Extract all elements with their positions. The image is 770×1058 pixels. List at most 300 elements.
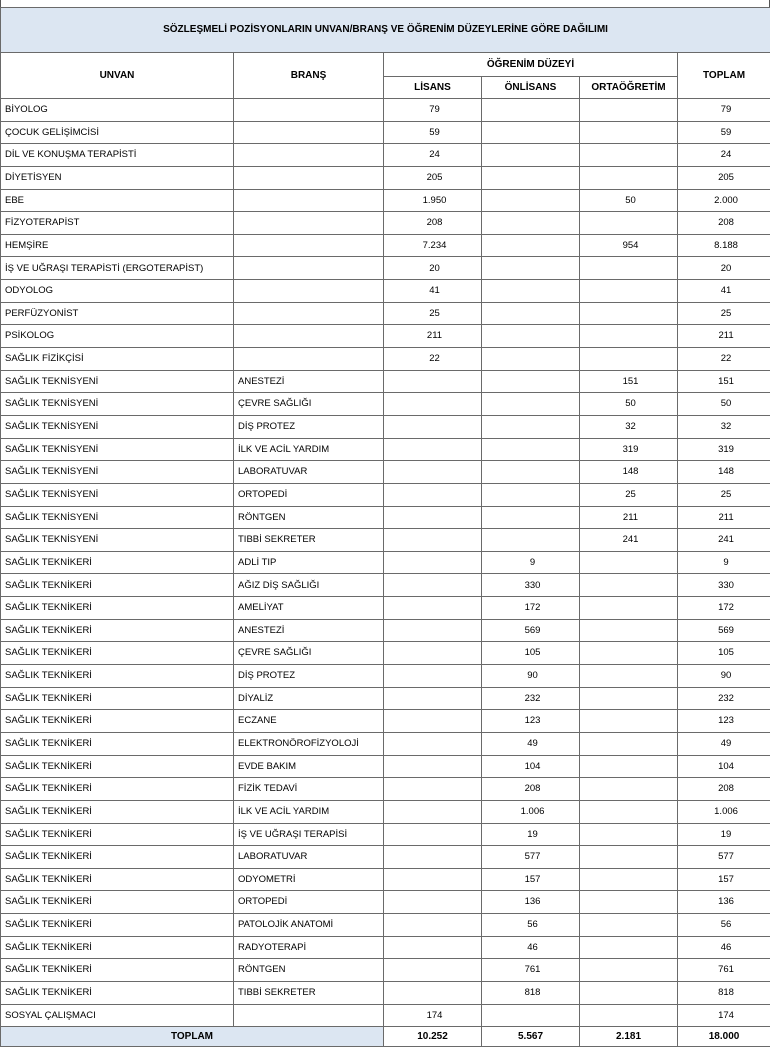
cell-lisans: [384, 891, 482, 914]
cell-lisans: [384, 936, 482, 959]
header-ortaogretim: ORTAÖĞRETİM: [580, 77, 678, 99]
cell-toplam: 577: [678, 846, 770, 869]
cell-unvan: SAĞLIK TEKNİKERİ: [1, 936, 234, 959]
cell-toplam: 8.188: [678, 234, 770, 257]
cell-toplam: 22: [678, 348, 770, 371]
cell-lisans: [384, 778, 482, 801]
cell-unvan: HEMŞİRE: [1, 234, 234, 257]
cell-ortaogretim: [580, 1004, 678, 1027]
table-row: [1, 280, 770, 303]
cell-ortaogretim: 319: [580, 438, 678, 461]
header-brans: BRANŞ: [234, 53, 384, 99]
cell-ortaogretim: [580, 914, 678, 937]
cell-toplam: 818: [678, 981, 770, 1004]
header-unvan: UNVAN: [1, 53, 234, 99]
cell-lisans: [384, 415, 482, 438]
cell-unvan: SAĞLIK TEKNİKERİ: [1, 551, 234, 574]
cell-onlisans: [482, 438, 580, 461]
cell-ortaogretim: [580, 166, 678, 189]
cell-lisans: 174: [384, 1004, 482, 1027]
cell-unvan: SOSYAL ÇALIŞMACI: [1, 1004, 234, 1027]
table-row: [1, 121, 770, 144]
cell-brans: [234, 280, 384, 303]
table-row: [1, 642, 770, 665]
cell-unvan: SAĞLIK TEKNİKERİ: [1, 981, 234, 1004]
cell-ortaogretim: [580, 302, 678, 325]
cell-onlisans: 49: [482, 732, 580, 755]
cell-lisans: [384, 914, 482, 937]
table-row: [1, 529, 770, 552]
cell-unvan: SAĞLIK TEKNİSYENİ: [1, 438, 234, 461]
cell-ortaogretim: [580, 981, 678, 1004]
cell-onlisans: [482, 348, 580, 371]
cell-unvan: SAĞLIK TEKNİKERİ: [1, 732, 234, 755]
cell-toplam: 208: [678, 778, 770, 801]
cell-ortaogretim: 148: [580, 461, 678, 484]
table-row: [1, 959, 770, 982]
cell-unvan: SAĞLIK TEKNİKERİ: [1, 755, 234, 778]
cell-onlisans: 577: [482, 846, 580, 869]
totals-label: TOPLAM: [1, 1027, 384, 1047]
cell-ortaogretim: [580, 868, 678, 891]
cell-lisans: [384, 461, 482, 484]
table-row: [1, 99, 770, 122]
cell-brans: İŞ VE UĞRAŞI TERAPİSİ: [234, 823, 384, 846]
cell-onlisans: [482, 393, 580, 416]
cell-unvan: BİYOLOG: [1, 99, 234, 122]
cell-lisans: 59: [384, 121, 482, 144]
cell-ortaogretim: [580, 597, 678, 620]
table-row: [1, 302, 770, 325]
cell-brans: EVDE BAKIM: [234, 755, 384, 778]
cell-ortaogretim: 241: [580, 529, 678, 552]
cell-lisans: [384, 438, 482, 461]
cell-lisans: 41: [384, 280, 482, 303]
cell-lisans: [384, 529, 482, 552]
cell-toplam: 123: [678, 710, 770, 733]
cell-lisans: 24: [384, 144, 482, 167]
cell-ortaogretim: [580, 755, 678, 778]
cell-onlisans: 818: [482, 981, 580, 1004]
cell-onlisans: 19: [482, 823, 580, 846]
cell-onlisans: 90: [482, 665, 580, 688]
cell-ortaogretim: 32: [580, 415, 678, 438]
cell-brans: ORTOPEDİ: [234, 483, 384, 506]
table-row: [1, 415, 770, 438]
cell-brans: ÇEVRE SAĞLIĞI: [234, 393, 384, 416]
cell-lisans: [384, 619, 482, 642]
cell-lisans: [384, 483, 482, 506]
table-row: [1, 868, 770, 891]
cell-brans: AMELİYAT: [234, 597, 384, 620]
cell-brans: AĞIZ DİŞ SAĞLIĞI: [234, 574, 384, 597]
totals-row: [1, 1027, 770, 1047]
header-ogrenim-duzeyi: ÖĞRENİM DÜZEYİ: [384, 53, 678, 77]
cell-brans: TIBBİ SEKRETER: [234, 529, 384, 552]
totals-toplam: 18.000: [678, 1027, 770, 1047]
table-row: [1, 189, 770, 212]
cell-ortaogretim: [580, 325, 678, 348]
cell-onlisans: 330: [482, 574, 580, 597]
cell-ortaogretim: [580, 823, 678, 846]
cell-ortaogretim: 50: [580, 189, 678, 212]
cell-brans: ANESTEZİ: [234, 370, 384, 393]
cell-brans: ORTOPEDİ: [234, 891, 384, 914]
cell-onlisans: 56: [482, 914, 580, 937]
table-body: [1, 99, 770, 1027]
cell-brans: [234, 325, 384, 348]
cell-brans: [234, 234, 384, 257]
table-row: [1, 574, 770, 597]
cell-unvan: EBE: [1, 189, 234, 212]
cell-onlisans: 136: [482, 891, 580, 914]
cell-toplam: 46: [678, 936, 770, 959]
cell-onlisans: [482, 257, 580, 280]
table-row: [1, 778, 770, 801]
cell-brans: [234, 166, 384, 189]
cell-onlisans: [482, 1004, 580, 1027]
cell-unvan: SAĞLIK TEKNİKERİ: [1, 846, 234, 869]
table-title: SÖZLEŞMELİ POZİSYONLARIN UNVAN/BRANŞ VE ÖĞRENİM DÜZEYLERİNE GÖRE DAĞILIMI: [1, 8, 770, 53]
cell-brans: DİŞ PROTEZ: [234, 415, 384, 438]
table-row: [1, 755, 770, 778]
cell-onlisans: [482, 415, 580, 438]
cell-onlisans: 105: [482, 642, 580, 665]
cell-toplam: 2.000: [678, 189, 770, 212]
cell-ortaogretim: [580, 687, 678, 710]
cell-brans: İLK VE ACİL YARDIM: [234, 800, 384, 823]
cell-toplam: 151: [678, 370, 770, 393]
cell-lisans: [384, 506, 482, 529]
cell-toplam: 172: [678, 597, 770, 620]
cell-onlisans: 208: [482, 778, 580, 801]
cell-toplam: 174: [678, 1004, 770, 1027]
totals-onlisans: 5.567: [482, 1027, 580, 1047]
cell-onlisans: [482, 302, 580, 325]
table-row: [1, 1004, 770, 1027]
top-border-strip: [0, 0, 770, 7]
cell-unvan: SAĞLIK TEKNİKERİ: [1, 574, 234, 597]
cell-brans: FİZİK TEDAVİ: [234, 778, 384, 801]
cell-unvan: ÇOCUK GELİŞİMCİSİ: [1, 121, 234, 144]
table-row: [1, 891, 770, 914]
cell-lisans: [384, 393, 482, 416]
cell-toplam: 205: [678, 166, 770, 189]
cell-onlisans: [482, 483, 580, 506]
cell-brans: ADLİ TIP: [234, 551, 384, 574]
cell-brans: [234, 302, 384, 325]
cell-onlisans: [482, 121, 580, 144]
cell-unvan: SAĞLIK TEKNİKERİ: [1, 710, 234, 733]
cell-ortaogretim: [580, 257, 678, 280]
cell-toplam: 49: [678, 732, 770, 755]
table-row: [1, 483, 770, 506]
cell-toplam: 232: [678, 687, 770, 710]
cell-onlisans: [482, 166, 580, 189]
table-row: [1, 438, 770, 461]
cell-toplam: 1.006: [678, 800, 770, 823]
cell-unvan: SAĞLIK TEKNİSYENİ: [1, 506, 234, 529]
cell-toplam: 241: [678, 529, 770, 552]
cell-unvan: ODYOLOG: [1, 280, 234, 303]
cell-toplam: 9: [678, 551, 770, 574]
cell-brans: LABORATUVAR: [234, 846, 384, 869]
cell-brans: PATOLOJİK ANATOMİ: [234, 914, 384, 937]
table-row: [1, 687, 770, 710]
cell-onlisans: [482, 144, 580, 167]
cell-onlisans: 232: [482, 687, 580, 710]
cell-lisans: 208: [384, 212, 482, 235]
cell-ortaogretim: [580, 348, 678, 371]
cell-lisans: 1.950: [384, 189, 482, 212]
cell-toplam: 90: [678, 665, 770, 688]
cell-ortaogretim: [580, 121, 678, 144]
cell-unvan: İŞ VE UĞRAŞI TERAPİSTİ (ERGOTERAPİST): [1, 257, 234, 280]
header-onlisans: ÖNLİSANS: [482, 77, 580, 99]
cell-ortaogretim: 50: [580, 393, 678, 416]
cell-brans: ODYOMETRİ: [234, 868, 384, 891]
cell-onlisans: [482, 99, 580, 122]
cell-onlisans: [482, 234, 580, 257]
cell-lisans: 211: [384, 325, 482, 348]
table-row: [1, 914, 770, 937]
table-row: [1, 800, 770, 823]
cell-onlisans: 172: [482, 597, 580, 620]
cell-toplam: 761: [678, 959, 770, 982]
cell-brans: ELEKTRONÖROFİZYOLOJİ: [234, 732, 384, 755]
cell-brans: TIBBİ SEKRETER: [234, 981, 384, 1004]
cell-unvan: SAĞLIK TEKNİKERİ: [1, 800, 234, 823]
cell-onlisans: [482, 529, 580, 552]
cell-onlisans: [482, 370, 580, 393]
cell-brans: İLK VE ACİL YARDIM: [234, 438, 384, 461]
cell-lisans: [384, 665, 482, 688]
cell-onlisans: 157: [482, 868, 580, 891]
cell-lisans: 7.234: [384, 234, 482, 257]
cell-brans: RADYOTERAPİ: [234, 936, 384, 959]
cell-lisans: [384, 642, 482, 665]
cell-ortaogretim: [580, 212, 678, 235]
cell-brans: [234, 121, 384, 144]
cell-toplam: 25: [678, 483, 770, 506]
cell-brans: [234, 189, 384, 212]
cell-brans: DİYALİZ: [234, 687, 384, 710]
cell-toplam: 32: [678, 415, 770, 438]
cell-unvan: SAĞLIK TEKNİKERİ: [1, 823, 234, 846]
cell-brans: [234, 99, 384, 122]
cell-brans: [234, 144, 384, 167]
cell-unvan: SAĞLIK TEKNİSYENİ: [1, 370, 234, 393]
cell-unvan: PSİKOLOG: [1, 325, 234, 348]
header-toplam: TOPLAM: [678, 53, 770, 99]
cell-onlisans: 1.006: [482, 800, 580, 823]
cell-unvan: SAĞLIK TEKNİKERİ: [1, 959, 234, 982]
cell-ortaogretim: [580, 551, 678, 574]
cell-ortaogretim: [580, 732, 678, 755]
cell-lisans: [384, 800, 482, 823]
cell-ortaogretim: 25: [580, 483, 678, 506]
cell-unvan: DİL VE KONUŞMA TERAPİSTİ: [1, 144, 234, 167]
table-row: [1, 846, 770, 869]
table-row: [1, 619, 770, 642]
table-row: [1, 710, 770, 733]
cell-lisans: [384, 823, 482, 846]
cell-unvan: SAĞLIK TEKNİKERİ: [1, 914, 234, 937]
cell-unvan: SAĞLIK TEKNİSYENİ: [1, 393, 234, 416]
cell-lisans: [384, 687, 482, 710]
cell-onlisans: 46: [482, 936, 580, 959]
cell-ortaogretim: [580, 642, 678, 665]
table-row: [1, 257, 770, 280]
table-row: [1, 732, 770, 755]
table-row: [1, 393, 770, 416]
cell-onlisans: [482, 189, 580, 212]
cell-brans: LABORATUVAR: [234, 461, 384, 484]
cell-unvan: SAĞLIK TEKNİKERİ: [1, 619, 234, 642]
cell-brans: [234, 212, 384, 235]
cell-brans: [234, 257, 384, 280]
cell-lisans: [384, 732, 482, 755]
cell-brans: [234, 1004, 384, 1027]
cell-onlisans: [482, 325, 580, 348]
cell-unvan: SAĞLIK TEKNİSYENİ: [1, 529, 234, 552]
cell-ortaogretim: 151: [580, 370, 678, 393]
cell-unvan: SAĞLIK TEKNİKERİ: [1, 687, 234, 710]
cell-unvan: SAĞLIK TEKNİKERİ: [1, 597, 234, 620]
cell-lisans: [384, 597, 482, 620]
cell-onlisans: [482, 461, 580, 484]
cell-lisans: 25: [384, 302, 482, 325]
cell-unvan: SAĞLIK TEKNİSYENİ: [1, 415, 234, 438]
cell-brans: ANESTEZİ: [234, 619, 384, 642]
cell-toplam: 79: [678, 99, 770, 122]
cell-unvan: SAĞLIK TEKNİKERİ: [1, 642, 234, 665]
table-row: [1, 212, 770, 235]
cell-unvan: PERFÜZYONİST: [1, 302, 234, 325]
cell-brans: RÖNTGEN: [234, 506, 384, 529]
table-row: [1, 551, 770, 574]
table-row: [1, 936, 770, 959]
cell-ortaogretim: [580, 959, 678, 982]
table-row: [1, 166, 770, 189]
cell-lisans: [384, 370, 482, 393]
cell-toplam: 56: [678, 914, 770, 937]
header-lisans: LİSANS: [384, 77, 482, 99]
cell-onlisans: 9: [482, 551, 580, 574]
cell-unvan: SAĞLIK TEKNİKERİ: [1, 868, 234, 891]
cell-lisans: [384, 574, 482, 597]
distribution-table: [0, 7, 770, 1047]
cell-ortaogretim: [580, 574, 678, 597]
cell-unvan: SAĞLIK FİZİKÇİSİ: [1, 348, 234, 371]
cell-toplam: 20: [678, 257, 770, 280]
table-row: [1, 234, 770, 257]
cell-toplam: 148: [678, 461, 770, 484]
cell-toplam: 157: [678, 868, 770, 891]
totals-lisans: 10.252: [384, 1027, 482, 1047]
cell-toplam: 211: [678, 325, 770, 348]
table-row: [1, 370, 770, 393]
table-row: [1, 823, 770, 846]
cell-ortaogretim: [580, 710, 678, 733]
cell-toplam: 25: [678, 302, 770, 325]
cell-onlisans: 761: [482, 959, 580, 982]
cell-unvan: FİZYOTERAPİST: [1, 212, 234, 235]
table-row: [1, 461, 770, 484]
cell-toplam: 59: [678, 121, 770, 144]
cell-ortaogretim: 211: [580, 506, 678, 529]
cell-lisans: 20: [384, 257, 482, 280]
cell-ortaogretim: [580, 800, 678, 823]
cell-onlisans: [482, 506, 580, 529]
cell-ortaogretim: [580, 619, 678, 642]
cell-ortaogretim: [580, 280, 678, 303]
cell-ortaogretim: [580, 778, 678, 801]
cell-lisans: [384, 868, 482, 891]
cell-toplam: 330: [678, 574, 770, 597]
cell-onlisans: [482, 212, 580, 235]
cell-lisans: [384, 551, 482, 574]
cell-unvan: SAĞLIK TEKNİKERİ: [1, 665, 234, 688]
cell-ortaogretim: [580, 99, 678, 122]
cell-onlisans: 569: [482, 619, 580, 642]
cell-toplam: 19: [678, 823, 770, 846]
cell-unvan: DİYETİSYEN: [1, 166, 234, 189]
cell-toplam: 208: [678, 212, 770, 235]
cell-lisans: 22: [384, 348, 482, 371]
cell-lisans: [384, 981, 482, 1004]
cell-toplam: 41: [678, 280, 770, 303]
cell-brans: ECZANE: [234, 710, 384, 733]
cell-lisans: [384, 755, 482, 778]
cell-ortaogretim: [580, 936, 678, 959]
cell-onlisans: 123: [482, 710, 580, 733]
cell-toplam: 105: [678, 642, 770, 665]
cell-ortaogretim: [580, 665, 678, 688]
cell-toplam: 104: [678, 755, 770, 778]
cell-brans: RÖNTGEN: [234, 959, 384, 982]
cell-lisans: [384, 710, 482, 733]
cell-toplam: 136: [678, 891, 770, 914]
cell-lisans: 205: [384, 166, 482, 189]
cell-unvan: SAĞLIK TEKNİKERİ: [1, 778, 234, 801]
table-row: [1, 325, 770, 348]
cell-ortaogretim: [580, 846, 678, 869]
table-row: [1, 981, 770, 1004]
cell-lisans: 79: [384, 99, 482, 122]
cell-toplam: 319: [678, 438, 770, 461]
cell-onlisans: 104: [482, 755, 580, 778]
cell-brans: DİŞ PROTEZ: [234, 665, 384, 688]
cell-unvan: SAĞLIK TEKNİSYENİ: [1, 483, 234, 506]
cell-ortaogretim: [580, 891, 678, 914]
cell-onlisans: [482, 280, 580, 303]
cell-unvan: SAĞLIK TEKNİKERİ: [1, 891, 234, 914]
cell-ortaogretim: 954: [580, 234, 678, 257]
cell-toplam: 24: [678, 144, 770, 167]
table-row: [1, 144, 770, 167]
table-row: [1, 597, 770, 620]
cell-toplam: 211: [678, 506, 770, 529]
cell-brans: ÇEVRE SAĞLIĞI: [234, 642, 384, 665]
cell-lisans: [384, 959, 482, 982]
table-row: [1, 506, 770, 529]
cell-toplam: 569: [678, 619, 770, 642]
table-row: [1, 348, 770, 371]
cell-brans: [234, 348, 384, 371]
cell-toplam: 50: [678, 393, 770, 416]
cell-unvan: SAĞLIK TEKNİSYENİ: [1, 461, 234, 484]
